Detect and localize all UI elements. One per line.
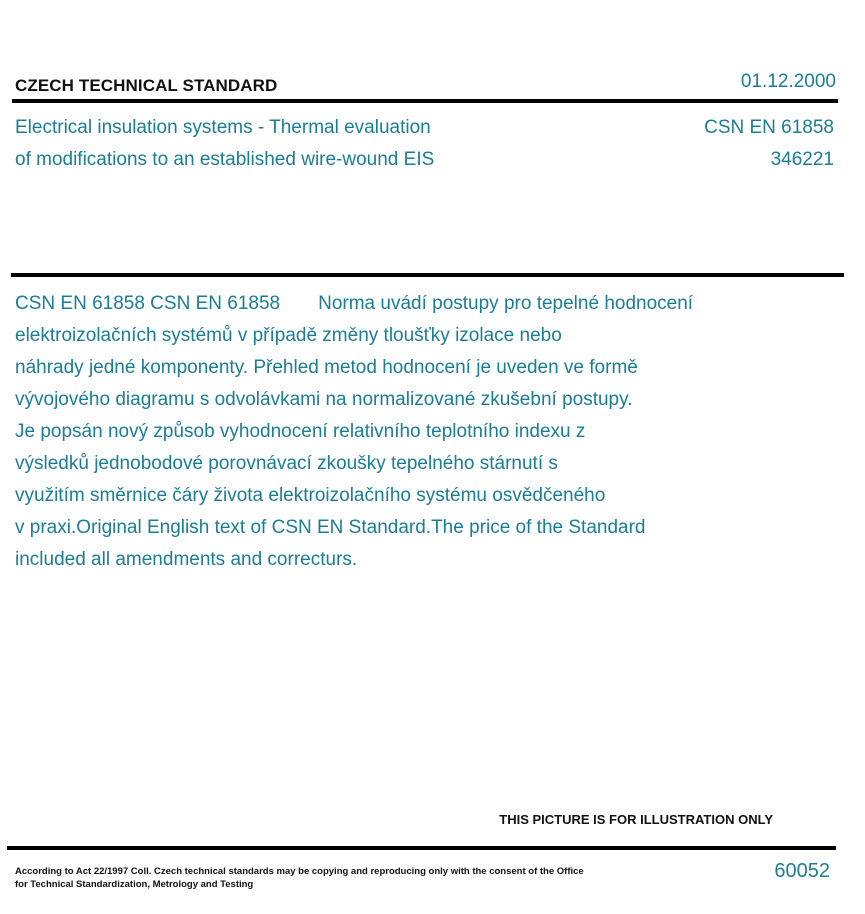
standard-class-number: 346221 — [770, 149, 834, 170]
illustration-note: THIS PICTURE IS FOR ILLUSTRATION ONLY — [499, 812, 773, 827]
footer-code: 60052 — [774, 860, 830, 882]
abstract-line: elektroizolačních systémů v případě změny tloušťky izolace nebo — [15, 325, 562, 346]
abstract-text — [15, 288, 815, 576]
header-rule — [12, 99, 838, 103]
standard-title-line-2: of modifications to an established wire-wound EIS — [15, 149, 435, 170]
footer-rule — [7, 846, 836, 850]
abstract-line: included all amendments and correcturs. — [15, 549, 358, 570]
copyright-notice-line-2: for Technical Standardization, Metrology and Testing — [15, 879, 254, 890]
section-rule — [11, 273, 844, 277]
standard-title-line-1: Electrical insulation systems - Thermal evaluation — [15, 117, 431, 138]
abstract-line: v praxi.Original English text of CSN EN Standard.The price of the Standard — [15, 517, 646, 538]
document-heading: CZECH TECHNICAL STANDARD — [15, 76, 278, 95]
copyright-notice — [15, 865, 615, 891]
abstract-line: vývojového diagramu s odvolávkami na normalizované zkušební postupy. — [15, 389, 633, 410]
abstract-line-text: Norma uvádí postupy pro tepelné hodnocení — [318, 293, 694, 314]
abstract-line — [15, 288, 815, 320]
abstract-line: náhrady jedné komponenty. Přehled metod hodnocení je uveden ve formě — [15, 357, 638, 378]
publication-date: 01.12.2000 — [740, 71, 836, 92]
copyright-notice-line-1: According to Act 22/1997 Coll. Czech technical standards may be copying and reproducing only with the consent of the Office — [15, 866, 584, 877]
abstract-line: využitím směrnice čáry života elektroizolačního systému osvědčeného — [15, 485, 606, 506]
abstract-line: Je popsán nový způsob vyhodnocení relativního teplotního indexu z — [15, 421, 586, 442]
standard-code: CSN EN 61858 — [704, 117, 834, 138]
abstract-line: výsledků jednobodové porovnávací zkoušky tepelného stárnutí s — [15, 453, 558, 474]
abstract-lead: CSN EN 61858 CSN EN 61858 — [15, 293, 281, 314]
